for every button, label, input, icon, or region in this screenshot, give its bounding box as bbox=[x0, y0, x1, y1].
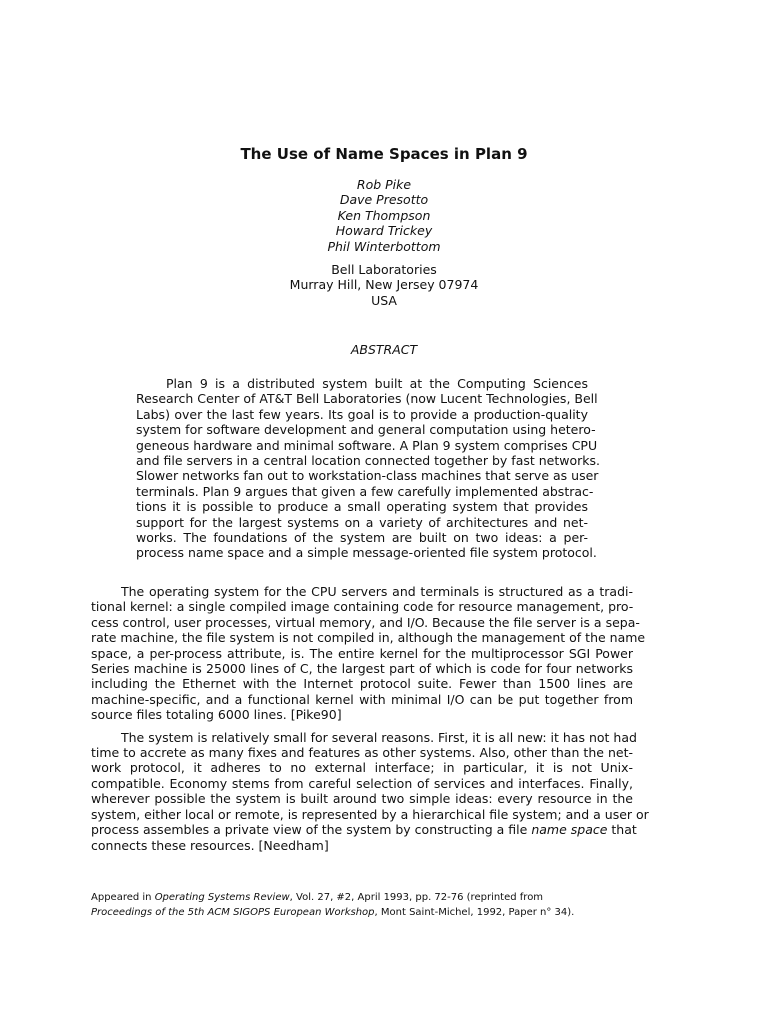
body-line: space, a per-process attribute, is. The entire kernel for the multiprocessor SGI Power bbox=[91, 645, 633, 661]
footnote-line bbox=[91, 890, 591, 905]
body-line: machine-specific, and a functional kernel with minimal I/O can be put together from bbox=[91, 691, 633, 707]
abstract-line: Slower networks fan out to workstation-class machines that serve as user bbox=[136, 468, 599, 484]
body-line: The operating system for the CPU servers and terminals is structured as a tradi- bbox=[121, 584, 633, 599]
paper-title: The Use of Name Spaces in Plan 9 bbox=[240, 145, 528, 163]
body-line: wherever possible the system is built around two simple ideas: every resource in the bbox=[91, 791, 633, 807]
footnote-text: , Vol. 27, #2, April 1993, pp. 72-76 (reprinted from bbox=[289, 892, 544, 903]
proceedings-name: Proceedings of the 5th ACM SIGOPS European Workshop bbox=[91, 907, 375, 918]
body-line: time to accrete as many fixes and features as other systems. Also, other than the net- bbox=[91, 745, 633, 761]
author-name: Rob Pike bbox=[356, 177, 412, 192]
body-line: Series machine is 25000 lines of C, the largest part of which is code for four networks bbox=[91, 661, 633, 677]
abstract-line: geneous hardware and minimal software. A Plan 9 system comprises CPU bbox=[136, 437, 598, 453]
body-line: connects these resources. [Needham] bbox=[91, 837, 329, 853]
body-line: compatible. Economy stems from careful selection of services and interfaces. Finally, bbox=[91, 775, 633, 791]
footnote-text: Appeared in bbox=[91, 892, 155, 903]
body-text bbox=[91, 584, 649, 853]
journal-name: Operating Systems Review bbox=[154, 892, 290, 903]
author-name: Ken Thompson bbox=[337, 207, 431, 223]
affiliation-line: Murray Hill, New Jersey 07974 bbox=[289, 277, 479, 293]
body-line: The system is relatively small for several reasons. First, it is all new: it has not had bbox=[121, 729, 637, 745]
publication-footnote bbox=[91, 890, 591, 920]
author-list bbox=[0, 177, 768, 254]
body-line: source files totaling 6000 lines. [Pike90] bbox=[91, 707, 342, 723]
abstract-line: tions it is possible to produce a small operating system that provides bbox=[136, 499, 588, 515]
abstract-line: works. The foundations of the system are built on two ideas: a per- bbox=[136, 530, 588, 546]
paragraph bbox=[91, 729, 649, 853]
abstract-line: Research Center of AT&T Bell Laboratories (now Lucent Technologies, Bell bbox=[136, 391, 598, 407]
body-line-text: process assembles a private view of the system by constructing a file bbox=[91, 822, 532, 838]
abstract-heading: ABSTRACT bbox=[350, 342, 418, 357]
body-line: work protocol, it adheres to no external interface; in particular, it is not Unix- bbox=[91, 760, 633, 776]
affiliation-line: USA bbox=[371, 292, 397, 308]
body-line-text: that bbox=[607, 822, 637, 838]
emphasis-term: name space bbox=[531, 822, 608, 838]
abstract-line: system for software development and general computation using hetero- bbox=[136, 422, 596, 438]
abstract-line: Plan 9 is a distributed system built at the Computing Sciences bbox=[166, 376, 588, 391]
author-name: Howard Trickey bbox=[335, 223, 433, 239]
affiliation bbox=[0, 262, 768, 308]
abstract-line: process name space and a simple message-oriented file system protocol. bbox=[136, 545, 597, 561]
body-line: including the Ethernet with the Internet protocol suite. Fewer than 1500 lines are bbox=[91, 676, 633, 692]
author-name: Phil Winterbottom bbox=[327, 238, 441, 254]
footnote-line bbox=[91, 905, 591, 920]
body-line: tional kernel: a single compiled image containing code for resource management, pro- bbox=[91, 599, 634, 615]
abstract-line: terminals. Plan 9 argues that given a few carefully implemented abstrac- bbox=[136, 483, 594, 499]
abstract-line: Labs) over the last few years. Its goal is to provide a production-quality bbox=[136, 406, 588, 422]
affiliation-line: Bell Laboratories bbox=[331, 262, 437, 277]
abstract-body bbox=[136, 376, 600, 561]
body-line: rate machine, the file system is not compiled in, although the management of the name bbox=[91, 630, 646, 646]
abstract-line: and file servers in a central location connected together by fast networks. bbox=[136, 453, 600, 469]
body-line: system, either local or remote, is represented by a hierarchical file system; and a user or bbox=[91, 806, 649, 822]
paragraph bbox=[91, 584, 646, 723]
body-line bbox=[91, 822, 637, 838]
body-line: cess control, user processes, virtual memory, and I/O. Because the file server is a sepa- bbox=[91, 614, 640, 630]
author-name: Dave Presotto bbox=[339, 192, 429, 208]
footnote-text: , Mont Saint-Michel, 1992, Paper n° 34). bbox=[374, 907, 575, 918]
abstract-line: support for the largest systems on a variety of architectures and net- bbox=[136, 514, 588, 530]
